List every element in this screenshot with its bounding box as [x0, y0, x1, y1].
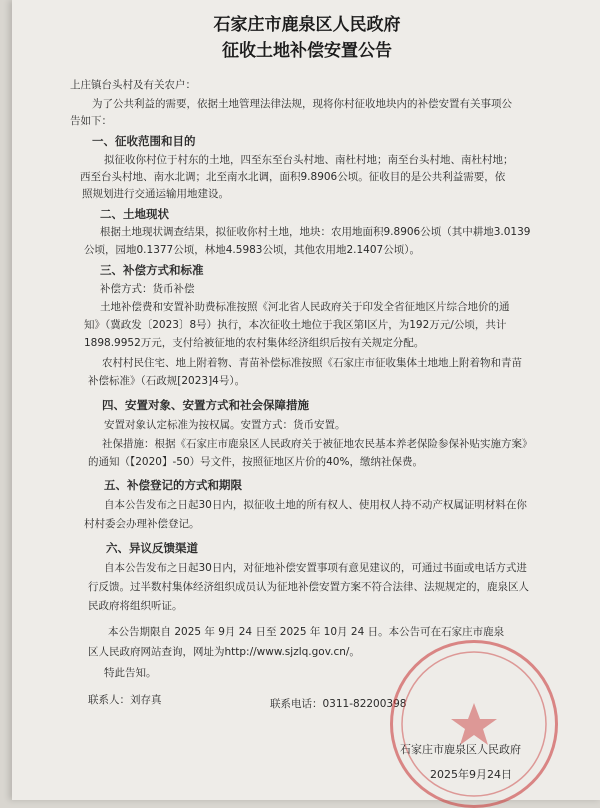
section-5-line-2: 村村委会办理补偿登记。 [84, 518, 200, 530]
signing-date: 2025年9月24日 [430, 768, 512, 781]
section-6-line-1: 自本公告发布之日起30日内，对征地补偿安置事项有意见建议的，可通过书面或电话方式进 [104, 562, 527, 574]
section-3-title: 三、补偿方式和标准 [100, 263, 204, 277]
section-3-line-3: 知》（冀政发〔2023〕8号）执行，本次征收土地位于我区第Ⅰ区片，为192万元/公顷，共计 [84, 319, 507, 331]
section-1-line-1: 拟征收你村位于村东的土地，四至东至台头村地、南杜村地；南至台头村地、南杜村地； [104, 154, 514, 166]
section-5-line-1: 自本公告发布之日起30日内，拟征收土地的所有权人、使用权人持不动产权属证明材料在你 [104, 499, 527, 511]
section-1-title: 一、征收范围和目的 [92, 134, 196, 148]
section-2-title: 二、土地现状 [100, 207, 169, 221]
section-5-title: 五、补偿登记的方式和期限 [104, 478, 242, 492]
contact-person: 联系人：刘存真 [88, 694, 162, 706]
section-3-line-6: 补偿标准》（石政规[2023]4号）。 [88, 375, 246, 387]
section-6-title: 六、异议反馈渠道 [106, 541, 198, 555]
section-2-line-2: 公顷，园地0.1377公顷，林地4.5983公顷，其他农用地2.1407公顷）。 [84, 244, 420, 256]
section-3-line-4: 1898.9952万元，支付给被征地的农村集体经济组织后按有关规定分配。 [84, 337, 425, 349]
section-3-line-5: 农村村民住宅、地上附着物、青苗补偿标准按照《石家庄市征收集体土地地上附着物和青苗 [102, 357, 522, 369]
period-line-2: 区人民政府网站查询，网址为http://www.sjzlq.gov.cn/。 [88, 646, 360, 658]
signing-organization: 石家庄市鹿泉区人民政府 [400, 743, 521, 756]
title-line-1: 石家庄市鹿泉区人民政府 [213, 15, 401, 35]
section-2-line-1: 根据土地现状调查结果，拟征收你村土地，地块：农用地面积9.8906公顷（其中耕地3.0139 [100, 226, 531, 238]
period-line-1: 本公告期限自 2025 年 9月 24 日至 2025 年 10月 24 日。本公告可在石家庄市鹿泉 [108, 626, 505, 638]
section-6-line-2: 行反馈。过半数村集体经济组织成员认为征地补偿安置方案不符合法律、法规规定的，鹿泉区人 [88, 581, 529, 593]
section-6-line-3: 民政府将组织听证。 [88, 600, 183, 612]
notice-page [12, 0, 600, 800]
section-3-line-1: 补偿方式：货币补偿 [100, 283, 195, 295]
special-notice: 特此告知。 [104, 667, 157, 679]
section-1-line-3: 照规划进行交通运输用地建设。 [82, 188, 229, 200]
section-4-line-2: 社保措施：根据《石家庄市鹿泉区人民政府关于被征地农民基本养老保险参保补贴实施方案》 [102, 438, 533, 450]
contact-phone: 联系电话：0311-82200398 [270, 698, 407, 710]
title-line-2: 征收土地补偿安置公告 [222, 41, 392, 61]
intro-line-1: 为了公共利益的需要，依据土地管理法律法规，现将你村征收地块内的补偿安置有关事项公 [92, 98, 512, 110]
intro-line-2: 告如下： [70, 115, 112, 127]
addressee: 上庄镇台头村及有关农户： [70, 79, 196, 91]
section-4-line-1: 安置对象认定标准为按权属。安置方式：货币安置。 [104, 419, 346, 431]
section-4-line-3: 的通知（【2020】-50）号文件，按照征地区片价的40%，缴纳社保费。 [88, 456, 423, 468]
section-4-title: 四、安置对象、安置方式和社会保障措施 [102, 398, 309, 412]
section-3-line-2: 土地补偿费和安置补助费标准按照《河北省人民政府关于印发全省征地区片综合地价的通 [100, 301, 510, 313]
official-seal-icon [390, 640, 558, 808]
section-1-line-2: 西至台头村地、南水北调；北至南水北调，面积9.8906公顷。征收目的是公共利益需要，依 [80, 171, 506, 183]
